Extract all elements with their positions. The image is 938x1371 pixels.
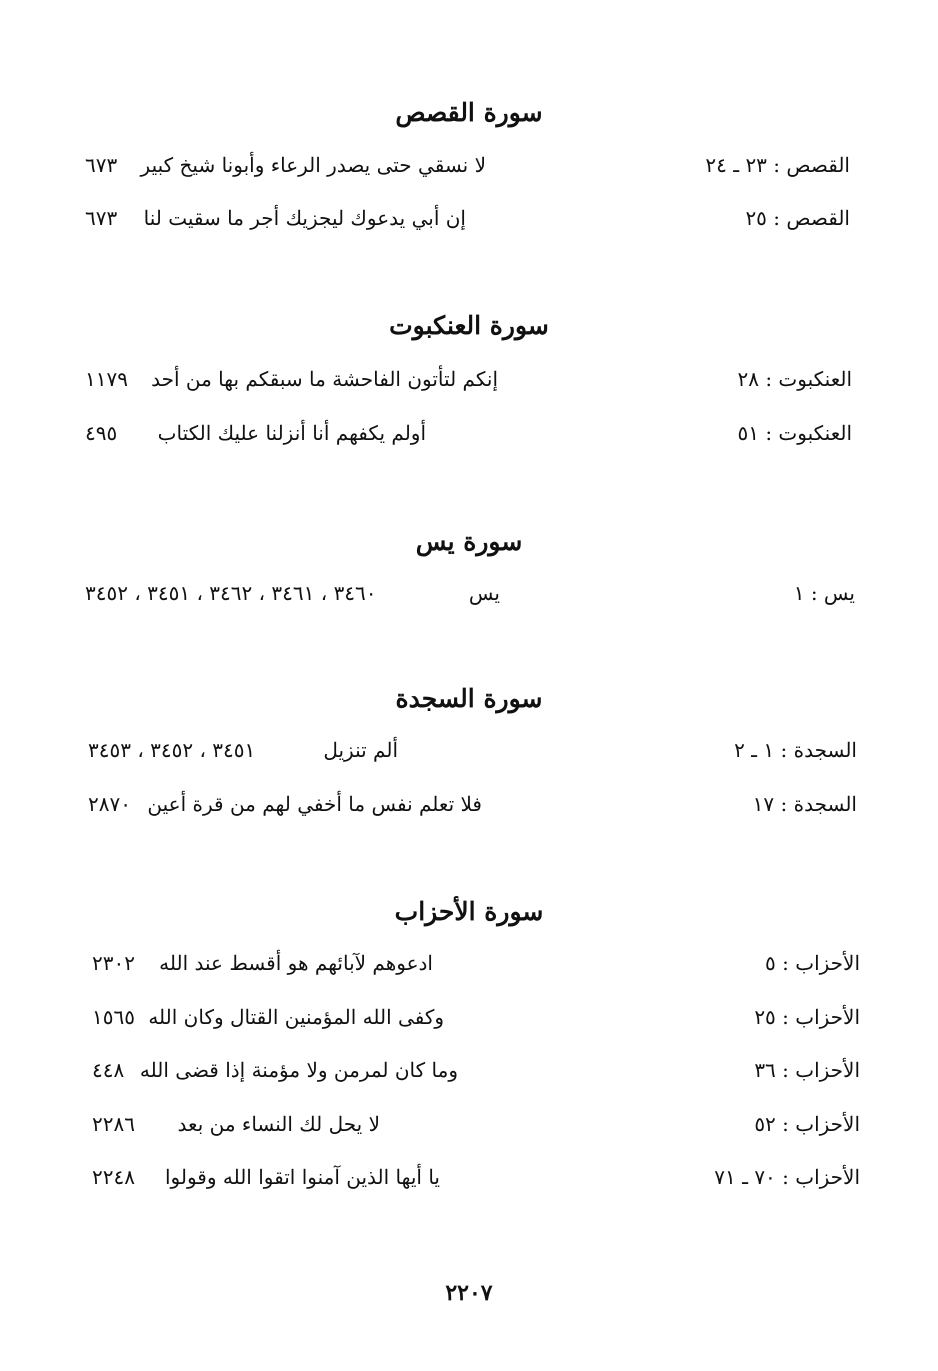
hadith-numbers: ٢٢٤٨: [92, 1165, 135, 1189]
verse-text: لا نسقي حتى يصدر الرعاء وأبونا شيخ كبير: [140, 153, 486, 177]
index-row: [0, 1002, 938, 1032]
verse-reference: القصص : ٢٥: [745, 206, 850, 230]
verse-text: إنكم لتأتون الفاحشة ما سبقكم بها من أحد: [151, 367, 498, 391]
hadith-numbers: ٢٨٧٠: [88, 792, 131, 816]
index-row: [0, 578, 938, 608]
hadith-numbers: ٢٣٠٢: [92, 951, 135, 975]
verse-reference: يس : ١: [793, 581, 855, 605]
surah-heading-qasas: سورة القصص: [395, 98, 543, 127]
surah-heading-yasin: سورة يس: [415, 527, 523, 556]
verse-reference: الأحزاب : ٢٥: [754, 1005, 860, 1029]
verse-text: يس: [468, 581, 500, 605]
verse-reference: القصص : ٢٣ ـ ٢٤: [705, 153, 850, 177]
index-row: [0, 1162, 938, 1192]
verse-text: وكفى الله المؤمنين القتال وكان الله: [148, 1005, 444, 1029]
surah-heading-ankabut: سورة العنكبوت: [389, 311, 549, 340]
index-row: [0, 1055, 938, 1085]
hadith-numbers: ٦٧٣: [85, 206, 118, 230]
hadith-numbers: ٣٤٥١ ، ٣٤٥٢ ، ٣٤٥٣: [88, 738, 256, 762]
hadith-numbers: ٤٤٨: [92, 1058, 125, 1082]
hadith-numbers: ٦٧٣: [85, 153, 118, 177]
verse-text: يا أيها الذين آمنوا اتقوا الله وقولوا: [164, 1165, 440, 1189]
verse-reference: الأحزاب : ٧٠ ـ ٧١: [714, 1165, 860, 1189]
index-row: [0, 364, 938, 394]
index-row: [0, 1109, 938, 1139]
index-row: [0, 150, 938, 180]
index-row: [0, 789, 938, 819]
verse-reference: العنكبوت : ٢٨: [737, 367, 852, 391]
verse-text: فلا تعلم نفس ما أخفي لهم من قرة أعين: [147, 792, 482, 816]
verse-text: ألم تنزيل: [323, 738, 398, 762]
surah-heading-ahzab: سورة الأحزاب: [394, 897, 544, 926]
index-row: [0, 418, 938, 448]
hadith-numbers: ٤٩٥: [85, 421, 118, 445]
hadith-numbers: ٢٢٨٦: [92, 1112, 135, 1136]
hadith-numbers: ١١٧٩: [85, 367, 128, 391]
page-number: ٢٢٠٧: [445, 1280, 493, 1306]
verse-text: أولم يكفهم أنا أنزلنا عليك الكتاب: [157, 421, 426, 445]
verse-reference: السجدة : ١٧: [752, 792, 857, 816]
verse-reference: الأحزاب : ٣٦: [754, 1058, 860, 1082]
index-row: [0, 735, 938, 765]
verse-reference: السجدة : ١ ـ ٢: [734, 738, 857, 762]
verse-text: وما كان لمرمن ولا مؤمنة إذا قضى الله: [139, 1058, 458, 1082]
verse-text: لا يحل لك النساء من بعد: [177, 1112, 380, 1136]
verse-text: ادعوهم لآبائهم هو أقسط عند الله: [159, 951, 433, 975]
hadith-numbers: ٣٤٦٠ ، ٣٤٦١ ، ٣٤٦٢ ، ٣٤٥١ ، ٣٤٥٢: [85, 581, 377, 605]
verse-text: إن أبي يدعوك ليجزيك أجر ما سقيت لنا: [143, 206, 466, 230]
hadith-numbers: ١٥٦٥: [92, 1005, 135, 1029]
surah-heading-sajda: سورة السجدة: [395, 684, 543, 713]
verse-reference: العنكبوت : ٥١: [737, 421, 852, 445]
index-row: [0, 203, 938, 233]
verse-reference: الأحزاب : ٥٢: [754, 1112, 860, 1136]
index-row: [0, 948, 938, 978]
verse-reference: الأحزاب : ٥: [765, 951, 860, 975]
